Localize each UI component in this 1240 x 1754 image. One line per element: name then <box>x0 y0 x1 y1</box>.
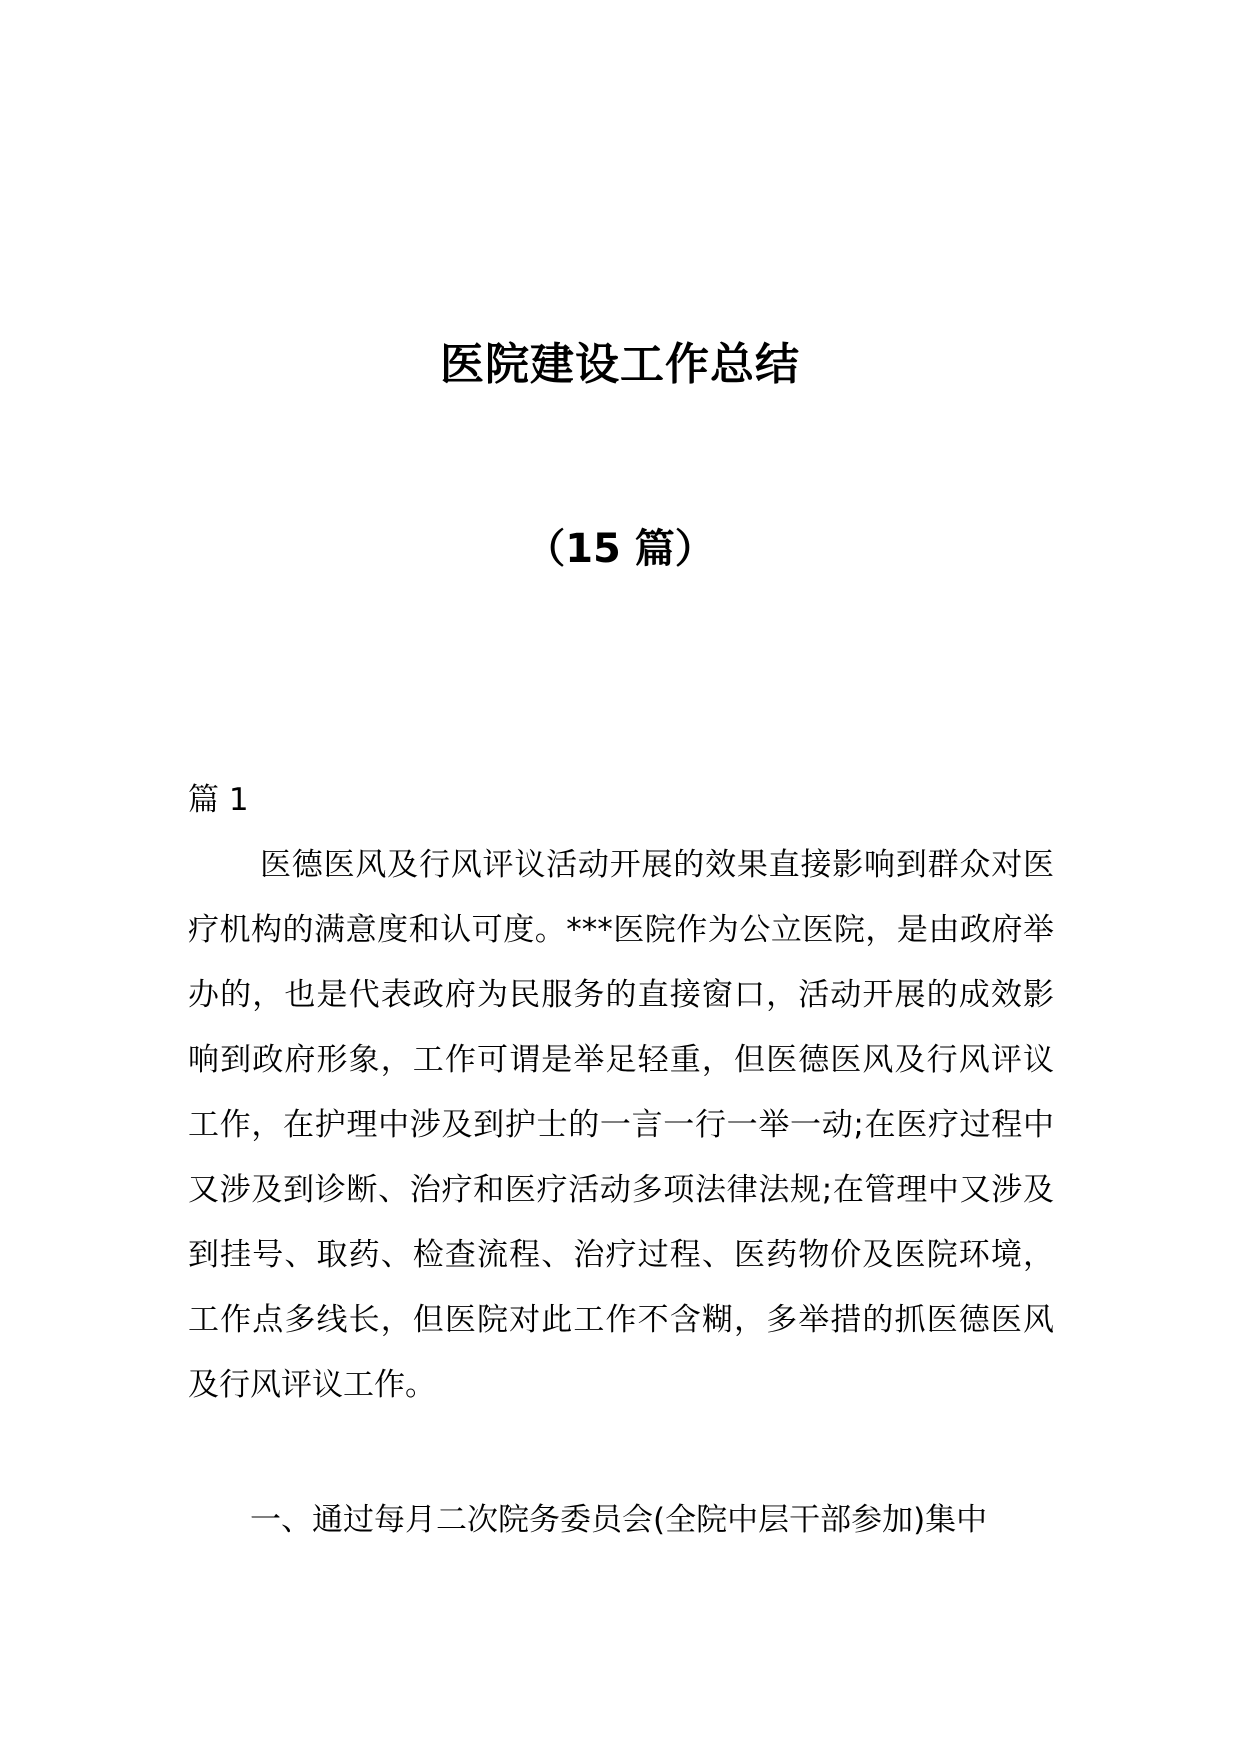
section-label: 篇 1 <box>188 782 249 818</box>
paragraph-2: 一、通过每月二次院务委员会(全院中层干部参加)集中 <box>250 1502 988 1538</box>
paragraph-1: 医德医风及行风评议活动开展的效果直接影响到群众对医疗机构的满意度和认可度。***医院作为公立医院，是由政府举办的，也是代表政府为民服务的直接窗口，活动开展的成效影响到政府形象，工作可谓是举足轻重，但医德医风及行风评议工作，在护理中涉及到护士的一言一行一举一动;在医疗过程中又涉及到诊断、治疗和医疗活动多项法律法规;在管理中又涉及到挂号、取药、检查流程、治疗过程、医药物价及医院环境，工作点多线长，但医院对此工作不含糊，多举措的抓医德医风及行风评议工作。 <box>188 847 1054 1403</box>
document-subtitle: （15 篇） <box>525 526 715 572</box>
document-title: 医院建设工作总结 <box>440 339 800 390</box>
